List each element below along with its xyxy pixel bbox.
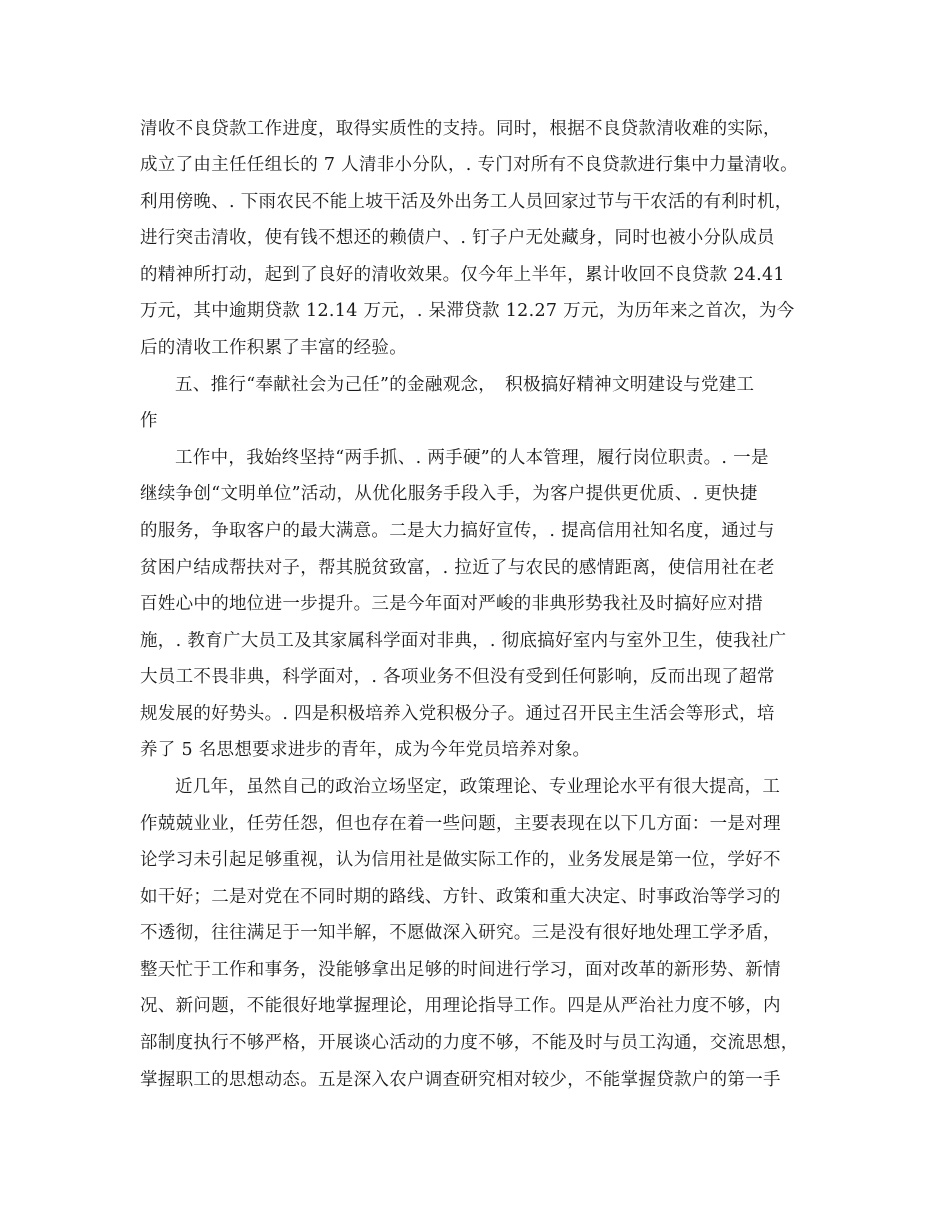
text-line-13: 贫困户结成帮扶对子，帮其脱贫致富，. 拉近了与农民的感情距离，使信用社在老 xyxy=(140,558,775,578)
text-line-11: 继续争创“文明单位”活动，从优化服务手段入手，为客户提供更优质、. 更快捷 xyxy=(140,484,758,504)
text-line-16: 大员工不畏非典，科学面对，. 各项业务不但没有受到任何影响，反而出现了超常 xyxy=(140,667,775,687)
text-line-24: 整天忙于工作和事务，没能够拿出足够的时间进行学习，面对改革的新形势、新情 xyxy=(140,960,781,980)
text-line-4: 进行突击清收，使有钱不想还的赖债户、. 钉子户无处藏身，同时也被小分队成员 xyxy=(140,228,775,248)
section-heading-5-cont: 作 xyxy=(140,411,158,431)
text-line-2: 成立了由主任任组长的 7 人清非小分队，. 专门对所有不良贷款进行集中力量清收。 xyxy=(140,155,798,175)
text-line-25: 况、新问题，不能很好地掌握理论，用理论指导工作。四是从严治社力度不够，内 xyxy=(140,996,781,1016)
text-line-1: 清收不良贷款工作进度，取得实质性的支持。同时，根据不良贷款清收难的实际， xyxy=(140,119,781,139)
text-line-10: 工作中，我始终坚持“两手抓、. 两手硬”的人本管理，履行岗位职责。. 一是 xyxy=(175,448,769,468)
text-line-12: 的服务，争取客户的最大满意。二是大力搞好宣传，. 提高信用社知名度，通过与 xyxy=(140,521,775,541)
text-line-23: 不透彻，往往满足于一知半解，不愿做深入研究。三是没有很好地处理工学矛盾， xyxy=(140,923,781,943)
text-line-18: 养了 5 名思想要求进步的青年，成为今年党员培养对象。 xyxy=(140,740,591,760)
text-line-27: 掌握职工的思想动态。五是深入农户调查研究相对较少，不能掌握贷款户的第一手 xyxy=(140,1070,781,1090)
text-line-20: 作兢兢业业，任劳任怨，但也存在着一些问题，主要表现在以下几方面：一是对理 xyxy=(140,814,781,834)
text-line-5: 的精神所打动，起到了良好的清收效果。仅今年上半年，累计收回不良贷款 24.41 xyxy=(140,265,785,285)
text-line-7: 后的清收工作积累了丰富的经验。 xyxy=(140,338,407,358)
text-line-26: 部制度执行不够严格，开展谈心活动的力度不够，不能及时与员工沟通，交流思想， xyxy=(140,1033,799,1053)
text-line-22: 如干好；二是对党在不同时期的路线、方针、政策和重大决定、时事政治等学习的 xyxy=(140,887,781,907)
text-line-21: 论学习未引起足够重视，认为信用社是做实际工作的，业务发展是第一位，学好不 xyxy=(140,850,781,870)
text-line-15: 施，. 教育广大员工及其家属科学面对非典，. 彻底搞好室内与室外卫生，使我社广 xyxy=(140,631,787,651)
text-line-3: 利用傍晚、. 下雨农民不能上坡干活及外出务工人员回家过节与干农活的有利时机， xyxy=(140,192,793,212)
section-heading-5: 五、推行“奉献社会为己任”的金融观念， 积极搞好精神文明建设与党建工 xyxy=(175,375,755,395)
text-line-6: 万元，其中逾期贷款 12.14 万元，. 呆滞贷款 12.27 万元，为历年来之首次，为今 xyxy=(140,301,795,321)
text-line-14: 百姓心中的地位进一步提升。三是今年面对严峻的非典形势我社及时搞好应对措 xyxy=(140,594,763,614)
text-line-19: 近几年，虽然自己的政治立场坚定，政策理论、专业理论水平有很大提高，工 xyxy=(175,777,781,797)
text-line-17: 规发展的好势头。. 四是积极培养入党积极分子。通过召开民主生活会等形式，培 xyxy=(140,704,775,724)
